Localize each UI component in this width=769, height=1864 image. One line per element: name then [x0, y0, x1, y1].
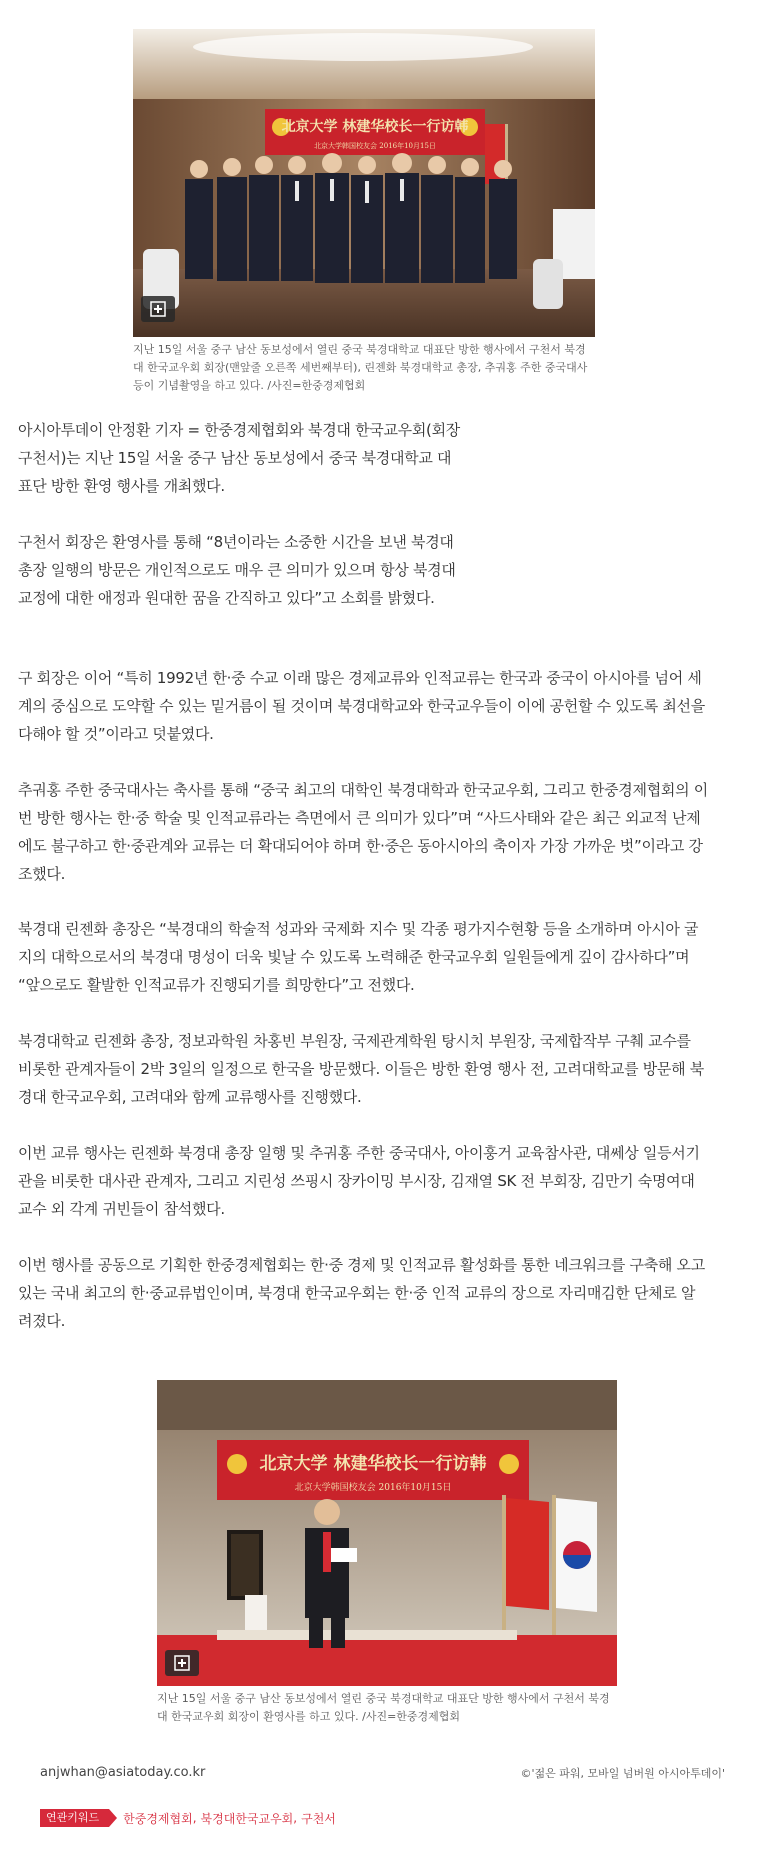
banner-subtext-1: 北京大学韩国校友会 2016年10月15日: [314, 142, 436, 150]
figure-group-photo: [133, 29, 595, 392]
paragraph-8: 이번 행사를 공동으로 기획한 한중경제협회는 한·중 경제 및 인적교류 활성화를 통한 네크워크를 구축해 오고 있는 국내 최고의 한·중교류법인이며, 북경대 한국교우회는 한·중 인적 교류의 장으로 자리매김한 단체로 알려졌다.: [18, 1256, 705, 1330]
related-keywords: 연관키워드 한중경제협회 , 북경대한국교우회 , 구천서: [40, 1808, 336, 1828]
expand-icon: [150, 301, 166, 317]
group-photo[interactable]: [133, 29, 595, 337]
paragraph-4: 추궈홍 주한 중국대사는 축사를 통해 “중국 최고의 대학인 북경대학과 한국교우회, 그리고 한중경제협회의 이번 방한 행사는 한·중 학술 및 인적교류라는 측면에서 큰 의미가 있다”며 “사드사태와 같은 최근 외교적 난제에도 불구하고 한·중관계와 교류는 더 확대되어야 하며 한·중은 동아시아의 축이자 가장 가까운 벗”이라고 강조했다.: [18, 781, 708, 883]
keyword-link[interactable]: 구천서: [301, 1811, 336, 1826]
paragraph-2: 구천서 회장은 환영사를 통해 “8년이라는 소중한 시간을 보낸 북경대 총장 일행의 방문은 개인적으로도 매우 큰 의미가 있으며 항상 북경대 교정에 대한 애정과 원대한 꿈을 간직하고 있다”고 소회를 밝혔다.: [18, 533, 456, 607]
reporter-email[interactable]: anjwhan@asiatoday.co.kr: [40, 1765, 206, 1780]
keyword-link[interactable]: 북경대한국교우회: [200, 1811, 294, 1826]
photo-caption-2: 지난 15일 서울 중구 남산 동보성에서 열린 중국 북경대학교 대표단 방한 행사에서 구천서 북경대 한국교우회 회장이 환영사를 하고 있다. /사진=한중경제협회: [157, 1692, 610, 1723]
zoom-button-2[interactable]: [165, 1650, 199, 1676]
paragraph-3: 구 회장은 이어 “특히 1992년 한·중 수교 이래 많은 경제교류와 인적교류는 한국과 중국이 아시아를 넘어 세계의 중심으로 도약할 수 있는 밑거름이 될 것이며 북경대학교와 한국교우들이 이에 공헌할 수 있도록 최선을 다해야 할 것”이라고 덧붙였다.: [18, 669, 705, 743]
speech-photo-image: [157, 1380, 617, 1686]
copyright-slogan: ©'젊은 파워, 모바일 넘버원 아시아투데이': [520, 1767, 725, 1780]
paragraph-7: 이번 교류 행사는 린젠화 북경대 총장 일행 및 추궈홍 주한 중국대사, 아이훙거 교육참사관, 대쎄상 일등서기관을 비롯한 대사관 관계자, 그리고 지린성 쓰핑시 장카이밍 부시장, 김재열 SK 전 부회장, 김만기 숙명여대 교수 외 각계 귀빈들이 참석했다.: [18, 1144, 700, 1218]
article-footer: [0, 1765, 769, 1785]
banner-subtext-2: 北京大学韩国校友会 2016年10月15日: [294, 1483, 452, 1493]
banner-text-2: 北京大学 林建华校长一行访韩: [259, 1454, 487, 1474]
figure-speech-photo: [157, 1380, 617, 1723]
speech-photo[interactable]: [157, 1380, 617, 1686]
keyword-link[interactable]: 한중경제협회: [123, 1811, 193, 1826]
group-photo-image: [133, 29, 595, 337]
photo-caption-1: 지난 15일 서울 중구 남산 동보성에서 열린 중국 북경대학교 대표단 방한 행사에서 구천서 북경대 한국교우회 회장(맨앞줄 오른쪽 세번째부터), 린젠화 북경대학교 총장, 추궈홍 주한 중국대사 등이 기념촬영을 하고 있다. /사진=한중경제협회: [133, 343, 588, 392]
zoom-button[interactable]: [141, 296, 175, 322]
banner-text-1: 北京大学 林建华校长一行访韩: [281, 119, 469, 135]
paragraph-6: 북경대학교 린젠화 총장, 정보과학원 차홍빈 부원장, 국제관계학원 탕시치 부원장, 국제합작부 구췌 교수를 비롯한 관계자들이 2박 3일의 일정으로 한국을 방문했다. 이들은 방한 환영 행사 전, 고려대학교를 방문해 북경대 한국교우회, 고려대와 함께 교류행사를 진행했다.: [18, 1032, 704, 1106]
paragraph-1: 아시아투데이 안정환 기자 = 한중경제협회와 북경대 한국교우회(회장 구천서)는 지난 15일 서울 중구 남산 동보성에서 중국 북경대학교 대표단 방한 환영 행사를 개최했다.: [18, 421, 460, 495]
paragraph-5: 북경대 린젠화 총장은 “북경대의 학술적 성과와 국제화 지수 및 각종 평가지수현황 등을 소개하며 아시아 굴지의 대학으로서의 북경대 명성이 더욱 빛날 수 있도록 노력해준 한국교우회 일원들에게 깊이 감사하다”며 “앞으로도 활발한 인적교류가 진행되기를 희망한다”고 전했다.: [18, 920, 699, 994]
keywords-label: 연관키워드: [40, 1809, 109, 1827]
expand-icon: [174, 1655, 190, 1671]
